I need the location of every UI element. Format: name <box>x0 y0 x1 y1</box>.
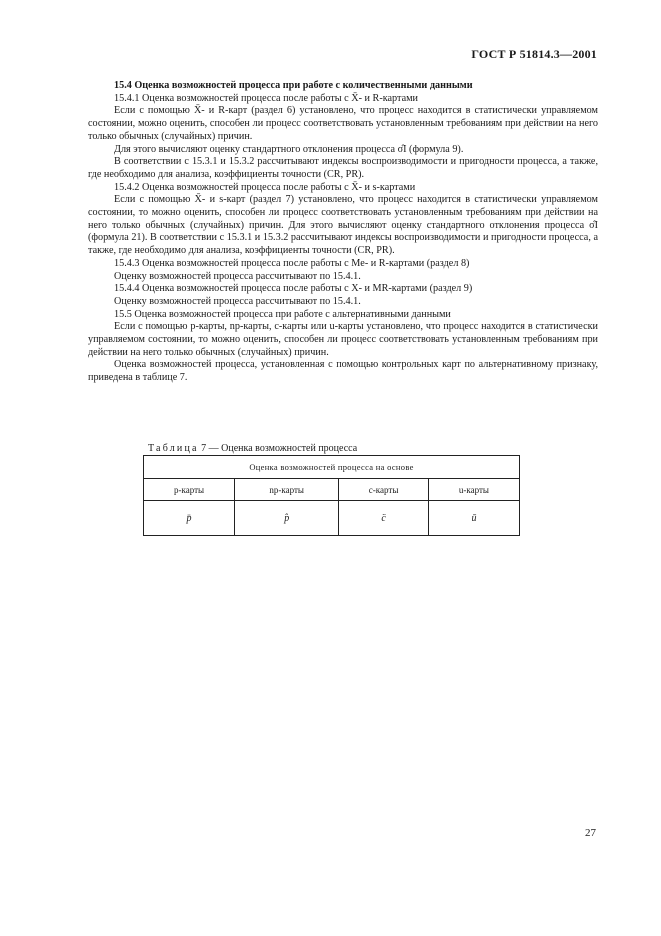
section-15-5-title: 15.5 Оценка возможностей процесса при работе с альтернативными данными <box>114 308 451 320</box>
table-cell-u: ū <box>428 501 519 536</box>
column-header-p: p-карты <box>144 479 235 501</box>
table-header: Оценка возможностей процесса на основе <box>144 456 520 479</box>
table-cell-c: c̈ <box>339 501 429 536</box>
table-caption <box>148 443 357 454</box>
paragraph: Если с помощью p-карты, np-карты, c-карты или u-карты установлено, что процесс находится в статистически управляемом состоянии, то можно оценить, способен ли процесс соответствовать установленным требованиям при действии на него только обычных (случайных) причин. <box>88 321 598 358</box>
column-header-np: np-карты <box>235 479 339 501</box>
column-header-u: u-карты <box>428 479 519 501</box>
page-number: 27 <box>585 827 596 839</box>
subsection-15-4-4-title: 15.4.4 Оценка возможностей процесса после работы с X- и MR-картами (раздел 9) <box>114 283 473 295</box>
paragraph: Оценка возможностей процесса, установленная с помощью контрольных карт по альтернативному признаку, приведена в таблице 7. <box>88 359 598 384</box>
table-cell-p: p̈ <box>144 501 235 536</box>
paragraph: Для этого вычисляют оценку стандартного отклонения процесса σ̂I (формула 9). <box>114 143 464 155</box>
paragraph: Если с помощью X̄- и s-карт (раздел 7) установлено, что процесс находится в статистически управляемом состоянии, то можно оценить, способен ли процесс соответствовать установленным требованиям при действии на него только обычных (случайных) причин. Для этого вычисляют оценку стандартного отклонения процесса σ̂I (формула 21). В соответствии с 15.3.1 и 15.3.2 рассчитывают индексы воспроизводимости и пригодности процесса, а также, где необходимо для анализа, коэффициенты точности (CR, PR). <box>88 194 598 257</box>
subsection-15-4-3-title: 15.4.3 Оценка возможностей процесса после работы с Me- и R-картами (раздел 8) <box>114 257 470 269</box>
document-header: ГОСТ Р 51814.3—2001 <box>471 47 597 61</box>
paragraph: Оценку возможностей процесса рассчитывают по 15.4.1. <box>114 270 361 282</box>
paragraph: Если с помощью X̄- и R-карт (раздел 6) установлено, что процесс находится в статистически управляемом состоянии, можно оценить, способен ли процесс соответствовать установленным требованиям при действии на него только обычных (случайных) причин. <box>88 105 598 142</box>
paragraph: Оценку возможностей процесса рассчитывают по 15.4.1. <box>114 295 361 307</box>
section-15-4-title: 15.4 Оценка возможностей процесса при работе с количественными данными <box>114 80 473 91</box>
table-caption-text: 7 — Оценка возможностей процесса <box>201 443 358 454</box>
capability-table <box>143 455 520 536</box>
table-cell-np: p̂ <box>235 501 339 536</box>
main-content <box>88 80 598 385</box>
subsection-15-4-2-title: 15.4.2 Оценка возможностей процесса после работы с X̄- и s-картами <box>114 181 416 193</box>
paragraph: В соответствии с 15.3.1 и 15.3.2 рассчитывают индексы воспроизводимости и пригодности процесса, а также, где необходимо для анализа, коэффициенты точности (CR, PR). <box>88 156 598 180</box>
column-header-c: c-карты <box>339 479 429 501</box>
table-caption-word: Таблица <box>148 443 199 454</box>
subsection-15-4-1-title: 15.4.1 Оценка возможностей процесса после работы с X̄- и R-картами <box>114 92 418 104</box>
